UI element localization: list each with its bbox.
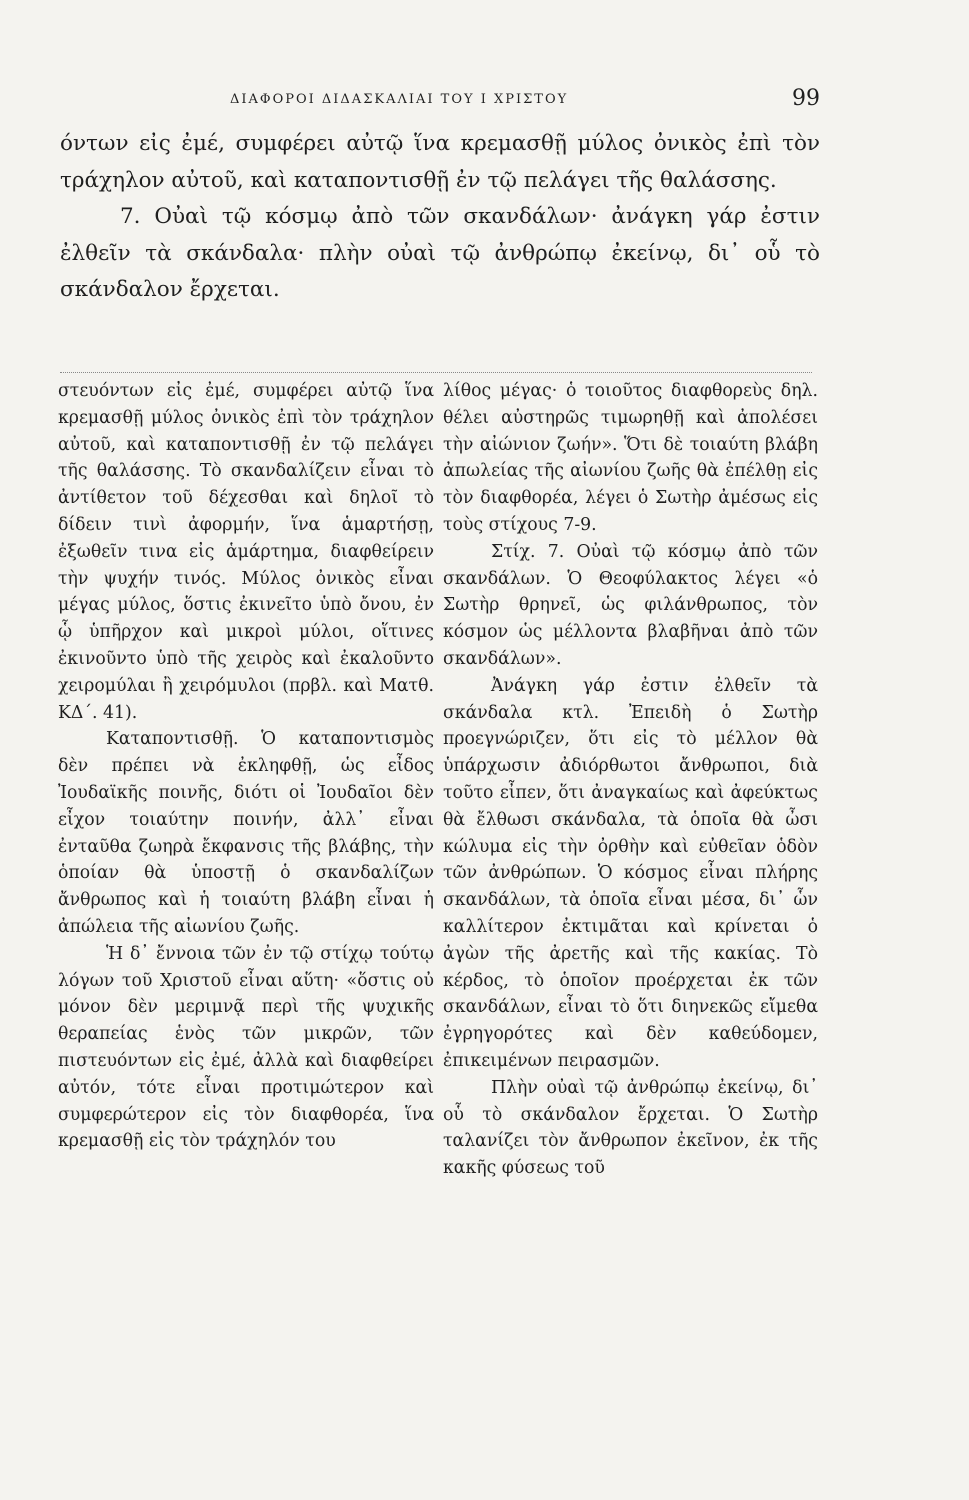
scripture-verse-7: 7. Οὐαὶ τῷ κόσμῳ ἀπὸ τῶν σκανδάλων· ἀνάγκη γάρ ἐστιν ἐλθεῖν τὰ σκάνδαλα· πλὴν οὐαὶ τῷ ἀνθρώπῳ ἐκείνῳ, δι᾽ οὗ τὸ σκάνδαλον ἔρχεται. <box>60 204 820 302</box>
separator-rule <box>60 372 812 373</box>
scripture-paragraph-1: όντων εἰς ἐμέ, συμφέρει αὐτῷ ἵνα κρεμασθῇ μύλος ὀνικὸς ἐπὶ τὸν τράχηλον αὐτοῦ, καὶ καταποντισθῇ ἐν τῷ πελάγει τῆς θαλάσσης. <box>60 131 820 193</box>
scripture-text <box>60 126 820 309</box>
commentary-paragraph: λίθος μέγας· ὁ τοιοῦτος διαφθορεὺς δηλ. θέλει αὐστηρῶς τιμωρηθῇ καὶ ἀπολέσει τὴν αἰώνιον ζωήν». Ὅτι δὲ τοιαύτη βλάβη ἀπωλείας τῆς αἰωνίου ζωῆς θὰ ἐπέλθῃ εἰς τὸν διαφθορέα, λέγει ὁ Σωτὴρ ἀμέσως εἰς τοὺς στίχους 7-9. <box>443 381 818 535</box>
commentary-paragraph: Στίχ. 7. Οὐαὶ τῷ κόσμῳ ἀπὸ τῶν σκανδάλων. Ὁ Θεοφύλακτος λέγει «ὁ Σωτὴρ θρηνεῖ, ὡς φιλάνθρωπος, τὸν κόσμον ὡς μέλλοντα βλαβῆναι ἀπὸ τῶν σκανδάλων». <box>443 541 818 669</box>
running-head <box>60 86 820 116</box>
commentary-paragraph: Ἡ δ᾽ ἔννοια τῶν ἐν τῷ στίχῳ τούτῳ λόγων τοῦ Χριστοῦ εἶναι αὕτη· «ὅστις οὐ μόνον δὲν μεριμνᾷ περὶ τῆς ψυχικῆς θεραπείας ἑνὸς τῶν μικρῶν, τῶν πιστευόντων εἰς ἐμέ, ἀλλὰ καὶ διαφθείρει αὐτόν, τότε εἶναι προτιμώτερον καὶ συμφερώτερον εἰς τὸν διαφθορέα, ἵνα κρεμασθῇ εἰς τὸν τράχηλόν του <box>58 943 434 1152</box>
page-number: 99 <box>792 86 820 111</box>
commentary-paragraph: Ἀνάγκη γάρ ἐστιν ἐλθεῖν τὰ σκάνδαλα κτλ. Ἐπειδὴ ὁ Σωτὴρ προεγνώριζεν, ὅτι εἰς τὸ μέλλον θὰ ὑπάρχωσιν ἀδιόρθωτοι ἄνθρωποι, διὰ τοῦτο εἶπεν, ὅτι ἀναγκαίως καὶ ἀφεύκτως θὰ ἔλθωσι σκάνδαλα, τὰ ὁποῖα θὰ ὦσι κώλυμα εἰς τὴν ὀρθὴν καὶ εὐθεῖαν ὁδὸν τῶν ἀνθρώπων. Ὁ κόσμος εἶναι πλήρης σκανδάλων, τὰ ὁποῖα εἶναι μέσα, δι᾽ ὧν καλλίτερον ἐκτιμᾶται καὶ κρίνεται ὁ ἀγὼν τῆς ἀρετῆς καὶ τῆς κακίας. Τὸ κέρδος, τὸ ὁποῖον προέρχεται ἐκ τῶν σκανδάλων, εἶναι τὸ ὅτι διηνεκῶς εἴμεθα ἐγρηγορότες καὶ δὲν καθεύδομεν, ἐπικειμένων πειρασμῶν. <box>443 675 818 1071</box>
running-title: ΔΙΑΦΟΡΟΙ ΔΙΔΑΣΚΑΛΙΑΙ ΤΟΥ Ι ΧΡΙΣΤΟΥ <box>230 92 569 107</box>
commentary-paragraph: Πλὴν οὐαὶ τῷ ἀνθρώπῳ ἐκείνῳ, δι᾽ οὗ τὸ σκάνδαλον ἔρχεται. Ὁ Σωτὴρ ταλανίζει τὸν ἄνθρωπον ἐκεῖνον, ἐκ τῆς κακῆς φύσεως τοῦ <box>443 1077 818 1179</box>
commentary-paragraph: στευόντων εἰς ἐμέ, συμφέρει αὐτῷ ἵνα κρεμασθῇ μύλος ὀνικὸς ἐπὶ τὸν τράχηλον αὐτοῦ, καὶ καταποντισθῇ ἐν τῷ πελάγει τῆς θαλάσσης. Τὸ σκανδαλίζειν εἶναι τὸ ἀντίθετον τοῦ δέχεσθαι καὶ δηλοῖ τὸ δίδειν τινὶ ἀφορμήν, ἵνα ἁμαρτήσῃ, ἐξωθεῖν τινα εἰς ἁμάρτημα, διαφθείρειν τὴν ψυχήν τινός. Μύλος ὀνικὸς εἶναι μέγας μύλος, ὅστις ἐκινεῖτο ὑπὸ ὄνου, ἐν ᾧ ὑπῆρχον καὶ μικροὶ μύλοι, οἵτινες ἐκινοῦντο ὑπὸ τῆς χειρὸς καὶ ἐκαλοῦντο χειρομύλαι ἢ χειρόμυλοι (πρβλ. καὶ Ματθ. ΚΔ΄. 41). <box>58 381 434 723</box>
commentary-right-column <box>443 378 818 1182</box>
commentary-paragraph: Καταποντισθῇ. Ὁ καταποντισμὸς δὲν πρέπει νὰ ἐκληφθῇ, ὡς εἶδος Ἰουδαϊκῆς ποινῆς, διότι οἱ Ἰουδαῖοι δὲν εἶχον τοιαύτην ποινήν, ἀλλ᾽ εἶναι ἐνταῦθα ζωηρὰ ἔκφανσις τῆς βλάβης, τὴν ὁποίαν θὰ ὑποστῇ ὁ σκανδαλίζων ἄνθρωπος καὶ ἡ τοιαύτη βλάβη εἶναι ἡ ἀπώλεια τῆς αἰωνίου ζωῆς. <box>58 729 434 937</box>
commentary-left-column <box>58 378 434 1155</box>
